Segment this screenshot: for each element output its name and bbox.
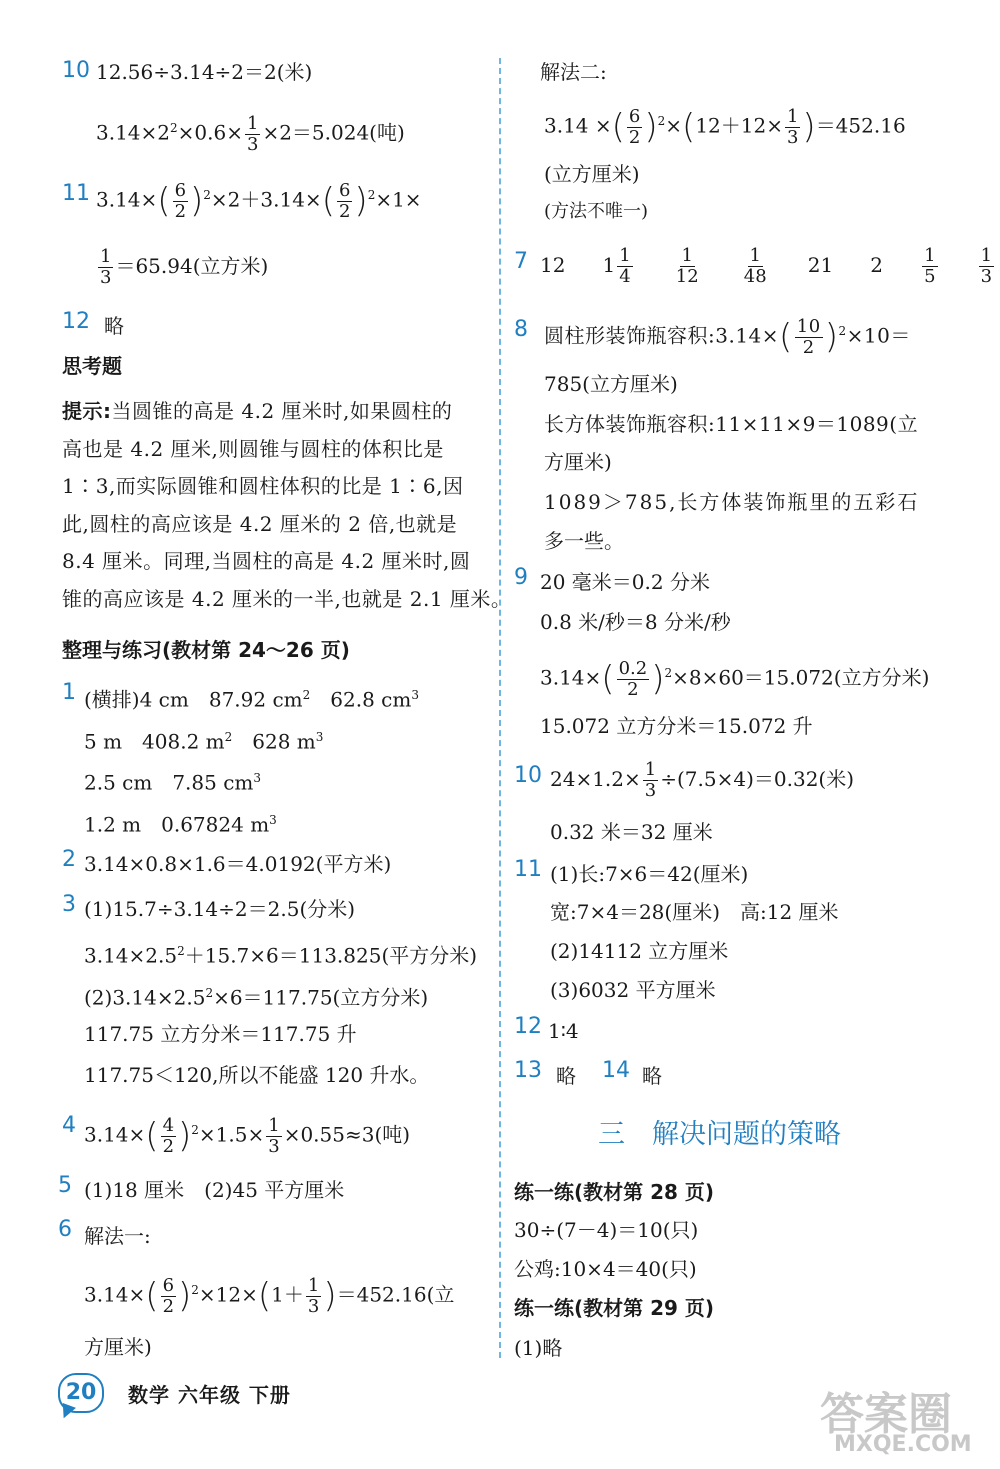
q12-number: 12 — [62, 309, 90, 334]
r9-line2: 0.8 米/秒＝8 分米/秒 — [540, 610, 731, 634]
r10-line1: 24×1.2× $\frac{1}{3}$ ÷(7.5×4)＝0.32(米) — [550, 759, 855, 801]
r3-line1: (1)15.7÷3.14÷2＝2.5(分米) — [84, 897, 356, 921]
r11-number: 11 — [514, 857, 542, 882]
q11-number: 11 — [62, 181, 90, 206]
r8-line2: 785(立方厘米) — [544, 372, 678, 396]
r10-line2: 0.32 米＝32 厘米 — [550, 820, 713, 844]
r9-number: 9 — [514, 565, 528, 590]
r4-number: 4 — [62, 1113, 76, 1138]
r1-line3: 2.5 cm 7.85 $cm^3$ — [84, 770, 262, 795]
p29-title: 练一练(教材第 29 页) — [514, 1296, 715, 1320]
r6-number: 6 — [58, 1217, 72, 1242]
r3-line5: 117.75＜120,所以不能盛 120 升水。 — [84, 1063, 430, 1087]
r5-text: (1)18 厘米 (2)45 平方厘米 — [84, 1178, 345, 1202]
r3-line3: $(2)3.14\times 2.5^2\times 6=117.75$(立方分米) — [84, 985, 429, 1010]
r9-line1: 20 毫米＝0.2 分米 — [540, 570, 710, 594]
r14-text: 略 — [642, 1064, 662, 1088]
sol2-unit: (立方厘米) — [544, 162, 640, 186]
r8-line4: 方厘米) — [544, 450, 612, 474]
r2-text: 3.14×0.8×1.6＝4.0192(平方米) — [84, 852, 392, 876]
watermark-url: MXQE.COM — [834, 1432, 972, 1457]
r4-line: 3.14×( $\frac{4}{2}$ )$^2$×1.5× $\frac{1}{3}$ ×0.55≈3(吨) — [84, 1114, 411, 1157]
r6-line3: 方厘米) — [84, 1335, 152, 1359]
q10-line2: $3.14\times 2^2\times 0.6\times$ $\frac{1}{3}$ ×2＝5.024(吨) — [96, 112, 405, 155]
r8-line6: 多一些。 — [544, 529, 624, 553]
r12-number: 12 — [514, 1014, 542, 1039]
r13-text: 略 — [556, 1064, 576, 1088]
q10-line1: 12.56÷3.14÷2＝2(米) — [96, 60, 313, 84]
p29-line1: (1)略 — [514, 1336, 563, 1360]
r3-line2: $3.14\times 2.5^2+15.7\times 6=113.825$(平方分米) — [84, 943, 478, 968]
r1-line1: (横排)4 cm 87.92 $cm^2$ 62.8 $cm^3$ — [84, 687, 419, 712]
r1-line2: 5 m 408.2 $m^2$ 628 $m^3$ — [84, 729, 324, 754]
sol2-title: 解法二: — [540, 60, 607, 84]
think-title: 思考题 — [62, 354, 122, 378]
r2-number: 2 — [62, 847, 76, 872]
r12-text: 1∶4 — [548, 1019, 579, 1043]
q11-line2: $\frac{1}{3}$ ＝65.94(立方米) — [100, 246, 269, 288]
r11-line3: (2)14112 立方厘米 — [550, 939, 729, 963]
r8-number: 8 — [514, 317, 528, 342]
r13-number: 13 — [514, 1058, 542, 1083]
page-number-badge: 20 — [58, 1373, 104, 1413]
hint-paragraph: 提示:当圆锥的高是 4.2 厘米时,如果圆柱的 高也是 4.2 厘米,则圆锥与圆柱的体积比是 1∶3,而实际圆锥和圆柱体积的比是 1∶6,因 此,圆柱的高应该是 4.2 厘米的 2 倍,也就是 8.4 厘米。同理,当圆柱的高是 4.2 厘米时,圆 锥的高应该是 4.2 厘米的一半,也就是 2.1 厘米。 — [62, 399, 512, 611]
r9-line3: 3.14×( $\frac{0.2}{2}$ )$^2$×8×60＝15.072(立方分米) — [540, 657, 930, 700]
r6-line1: 解法一: — [84, 1224, 151, 1248]
r11-line1: (1)长:7×6＝42(厘米) — [550, 862, 749, 886]
review-title: 整理与练习(教材第 24～26 页) — [62, 638, 350, 662]
r11-line4: (3)6032 平方厘米 — [550, 978, 716, 1002]
r7-number: 7 — [514, 249, 528, 274]
r7-answers: 12 1 $\frac{1}{4}$ $\frac{1}{12}$ $\frac{1}{48}$ 21 2 $\frac{1}{5}$ $\frac{1}{3}$ — [540, 245, 993, 287]
r8-line1: 圆柱形装饰瓶容积:3.14×( $\frac{10}{2}$ )$^2$×10＝ — [544, 315, 911, 358]
r3-line4: 117.75 立方分米＝117.75 升 — [84, 1022, 357, 1046]
p28-line1: 30÷(7－4)＝10(只) — [514, 1218, 699, 1242]
r1-number: 1 — [62, 680, 76, 705]
p28-line2: 公鸡:10×4＝40(只) — [514, 1257, 697, 1281]
r14-number: 14 — [602, 1058, 630, 1083]
r5-number: 5 — [58, 1173, 72, 1198]
q11-line1: 3.14×( $\frac{6}{2}$ )$^2$×2＋3.14×( $\frac{6}{2}$ )$^2$×1× — [96, 179, 422, 222]
section-heading: 三 解决问题的策略 — [598, 1119, 841, 1150]
q12-text: 略 — [104, 314, 124, 338]
r11-line2: 宽:7×4＝28(厘米) 高:12 厘米 — [550, 900, 839, 924]
p28-title: 练一练(教材第 28 页) — [514, 1180, 715, 1204]
watermark-logo: 答案圈 — [820, 1389, 952, 1440]
column-divider — [499, 58, 501, 1358]
r9-line4: 15.072 立方分米＝15.072 升 — [540, 714, 813, 738]
r6-line2: 3.14×( $\frac{6}{2}$ )$^2$×12×(1＋ $\frac{1}{3}$ )＝452.16(立 — [84, 1274, 455, 1317]
r8-line5: 1089＞785,长方体装饰瓶里的五彩石 — [544, 490, 920, 514]
r1-line4: 1.2 m 0.67824 $m^3$ — [84, 812, 277, 837]
footer-subject: 数学 六年级 下册 — [128, 1383, 291, 1407]
r3-number: 3 — [62, 892, 76, 917]
sol2-note: (方法不唯一) — [544, 201, 649, 222]
q10-number: 10 — [62, 58, 90, 83]
r10-number: 10 — [514, 763, 542, 788]
sol2-formula: 3.14 ×( $\frac{6}{2}$ )$^2$×(12＋12× $\frac{1}{3}$ )＝452.16 — [544, 105, 906, 148]
r8-line3: 长方体装饰瓶容积:11×11×9＝1089(立 — [544, 412, 919, 436]
